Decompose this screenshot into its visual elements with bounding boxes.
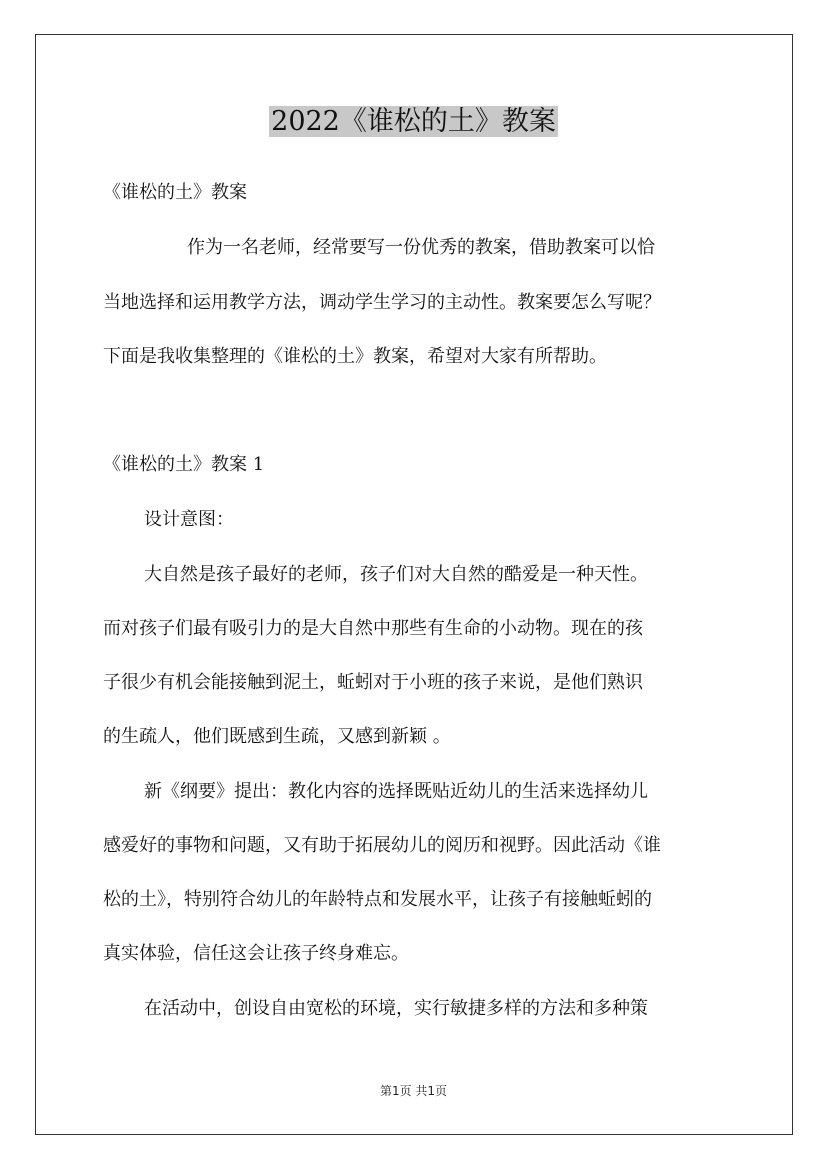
paragraph-line: 在活动中，创设自由宽松的环境，实行敏捷多样的方法和多种策 bbox=[144, 998, 648, 1019]
paragraph-line: 而对孩子们最有吸引力的是大自然中那些有生命的小动物。现在的孩 bbox=[103, 618, 643, 639]
paragraph-line: 当地选择和运用教学方法，调动学生学习的主动性。教案要怎么写呢？ bbox=[103, 292, 661, 313]
paragraph-line: 作为一名老师，经常要写一份优秀的教案，借助教案可以恰 bbox=[187, 237, 655, 258]
paragraph-line: 感爱好的事物和问题，又有助于拓展幼儿的阅历和视野。因此活动《谁 bbox=[103, 835, 661, 856]
paragraph-line: 松的土》，特别符合幼儿的年龄特点和发展水平，让孩子有接触蚯蚓的 bbox=[103, 889, 652, 910]
page-footer: 第1页 共1页 bbox=[379, 1084, 448, 1098]
paragraph-line: 下面是我收集整理的《谁松的土》教案，希望对大家有所帮助。 bbox=[103, 346, 607, 367]
paragraph-line: 子很少有机会能接触到泥土，蚯蚓对于小班的孩子来说，是他们熟识 bbox=[103, 672, 643, 693]
paragraph-line: 新《纲要》提出：教化内容的选择既贴近幼儿的生活来选择幼儿 bbox=[144, 781, 648, 802]
paragraph-line: 真实体验，信任这会让孩子终身难忘。 bbox=[103, 943, 409, 964]
paragraph-line: 设计意图： bbox=[144, 509, 234, 530]
section-heading: 《谁松的土》教案 1 bbox=[103, 454, 265, 475]
document-title: 2022《谁松的土》教案 bbox=[271, 106, 556, 137]
paragraph-line: 的生疏人，他们既感到生疏，又感到新颖 。 bbox=[103, 726, 451, 747]
subtitle-line: 《谁松的土》教案 bbox=[103, 182, 247, 203]
paragraph-line: 大自然是孩子最好的老师，孩子们对大自然的酷爱是一种天性。 bbox=[144, 564, 648, 585]
